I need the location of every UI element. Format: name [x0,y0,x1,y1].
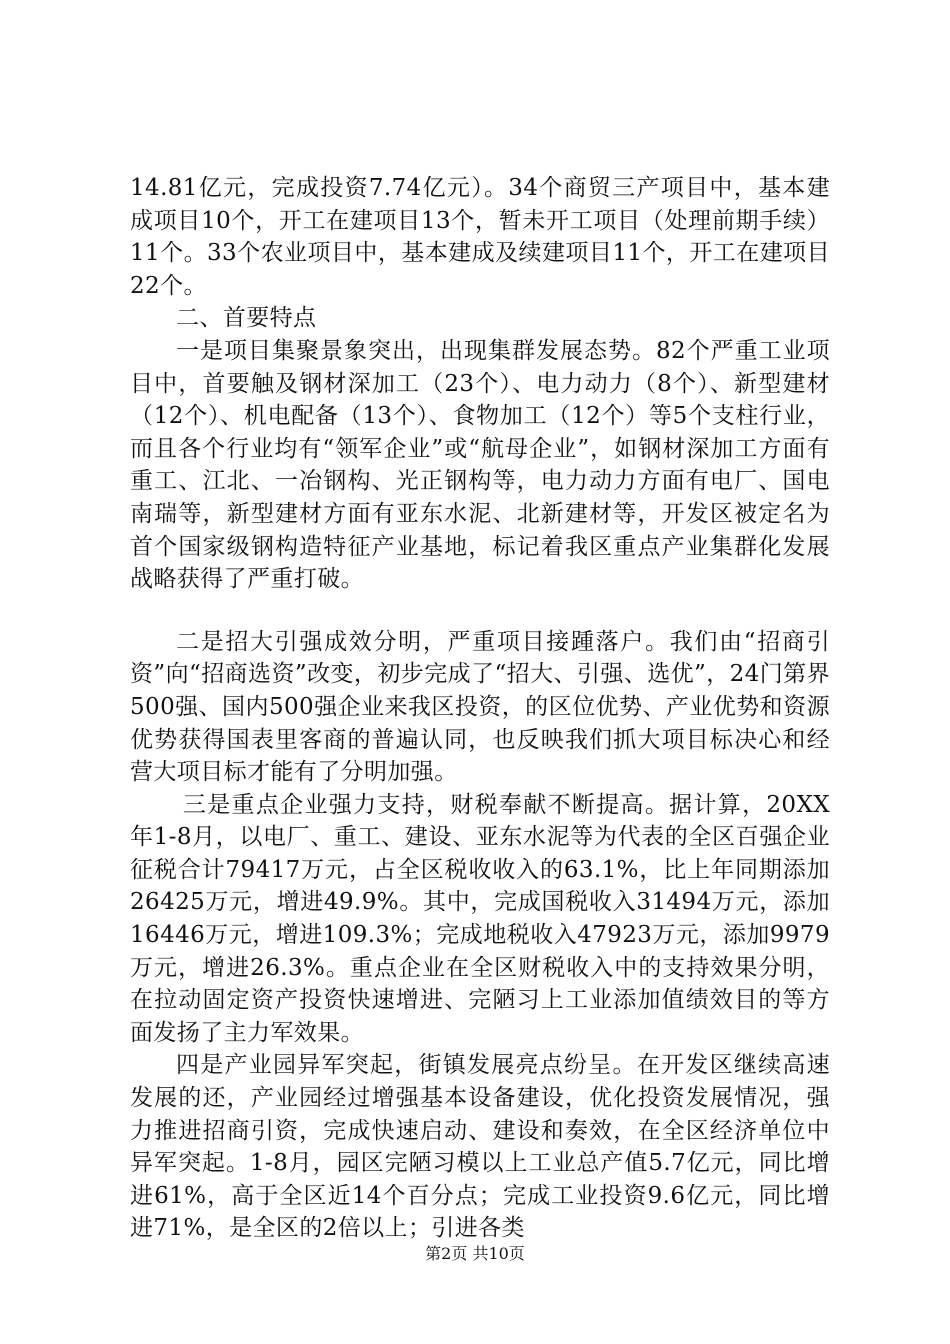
paragraph-gap [130,596,830,626]
paragraph-feature-2: 二是招大引强成效分明，严重项目接踵落户。我们由“招商引资”向“招商选资”改变，初步完成了“招大、引强、选优”，24门第界500强、国内500强企业来我区投资，的区位优势、产业优势和资源优势获得国表里客商的普遍认同，也反映我们抓大项目标决心和经营大项目标才能有了分明加强。 [130,628,830,786]
paragraph-continuation: 14.81亿元，完成投资7.74亿元）。34个商贸三产项目中，基本建成项目10个，开工在建项目13个，暂未开工项目（处理前期手续）11个。33个农业项目中，基本建成及续建项目11个，开工在建项目22个。 [130,175,830,299]
document-body [130,172,830,1245]
paragraph-feature-4: 四是产业园异军突起，街镇发展亮点纷呈。在开发区继续高速发展的还，产业园经过增强基本设备建设，优化投资发展情况，强力推进招商引资，完成快速启动、建设和奏效，在全区经济单位中异军突起。1-8月，园区完陋习模以上工业总产值5.7亿元，同比增进61%，高于全区近14个百分点；完成工业投资9.6亿元，同比增进71%，是全区的2倍以上；引进各类 [130,1052,830,1242]
paragraph-feature-3: 三是重点企业强力支持，财税奉献不断提高。据计算，20XX年1-8月，以电厂、重工、建设、亚东水泥等为代表的全区百强企业征税合计79417万元，占全区税收收入的63.1%，比上年同期添加26425万元，增进49.9%。其中，完成国税收入31494万元，添加16446万元，增进109.3%；完成地税收入47923万元，添加9979万元，增进26.3%。重点企业在全区财税收入中的支持效果分明，在拉动固定资产投资快速增进、完陋习上工业添加值绩效目的等方面发扬了主力军效果。 [130,791,830,1046]
page-footer: 第2页 共10页 [425,1244,525,1263]
section-heading: 二、首要特点 [176,305,317,332]
paragraph-feature-1: 一是项目集聚景象突出，出现集群发展态势。82个严重工业项目中，首要触及钢材深加工（23个）、电力动力（8个）、新型建材（12个）、机电配备（13个）、食物加工（12个）等5个支柱行业，而且各个行业均有“领军企业”或“航母企业”，如钢材深加工方面有重工、江北、一冶钢构、光正钢构等，电力动力方面有电厂、国电南瑞等，新型建材方面有亚东水泥、北新建材等，开发区被定名为首个国家级钢构造特征产业基地，标记着我区重点产业集群化发展战略获得了严重打破。 [130,337,830,593]
